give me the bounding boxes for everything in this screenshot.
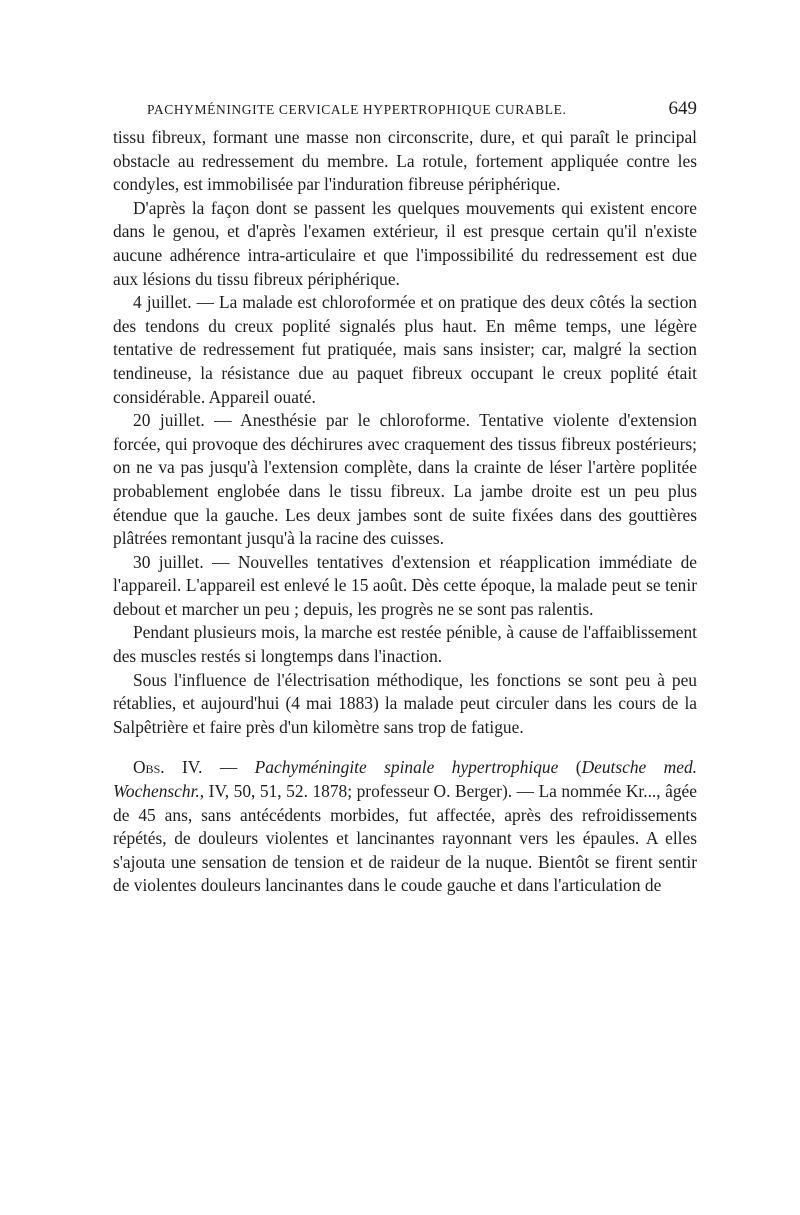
observation-reference: , IV, 50, 51, 52. 1878; professeur O. Berger). — xyxy=(199,781,539,802)
page-number: 649 xyxy=(668,98,697,119)
observation-title: Pachyméningite spinale hypertrophique xyxy=(254,757,559,778)
running-title: PACHYMÉNINGITE CERVICALE HYPERTROPHIQUE CURABLE. xyxy=(147,102,567,117)
observation-label: Obs. IV. xyxy=(133,757,203,778)
paragraph-20-juillet: 20 juillet. — Anesthésie par le chloroforme. Tentative violente d'extension forcée, qui provoque des déchirures avec craquement des tissus fibreux postérieurs; on ne va pas jusqu'à l'extension complète, dans la crainte de léser l'artère poplitée probablement englobée dans le tissu fibreux. La jambe droite est un peu plus étendue que la gauche. Les deux jambes sont de suite fixées dans des gouttières plâtrées remontant jusqu'à la racine des cuisses. xyxy=(113,410,697,549)
paragraph-4-juillet: 4 juillet. — La malade est chloroformée et on pratique des deux côtés la section des tendons du creux poplité signalés plus haut. En même temps, une légère tentative de redressement fut pratiquée, mais sans insister; car, malgré la section tendineuse, la résistance due au paquet fibreux occupant le creux poplité était considérable. Appareil ouaté. xyxy=(113,292,697,407)
paragraph-30-juillet: 30 juillet. — Nouvelles tentatives d'extension et réapplication immédiate de l'appareil. L'appareil est enlevé le 15 août. Dès cette époque, la malade peut se tenir debout et marcher un peu ; depuis, les progrès ne se sont pas ralentis. xyxy=(113,551,697,619)
observation-text: La nommée Kr..., âgée de 45 ans, sans antécédents morbides, fut affectée, après des refroidissements répétés, de douleurs violentes et lancinantes rayonnant vers les épaules. A elles s'ajouta une sensation de tension et de raideur de la nuque. Bientôt se firent sentir de violentes douleurs lancinantes dans le coude gauche et dans l'articulation de xyxy=(113,781,697,896)
book-page xyxy=(113,98,697,898)
paragraph-continuation: tissu fibreux, formant une masse non circonscrite, dure, et qui paraît le principal obstacle au redressement du membre. La rotule, fortement appliquée contre les condyles, est immobilisée par l'induration fibreuse périphérique. xyxy=(113,127,697,195)
observation-journal: Deutsche med. Wochenschr. xyxy=(113,757,698,802)
observation-dash: — xyxy=(202,757,255,778)
observation-paragraph xyxy=(113,756,697,898)
paragraph-examination: D'après la façon dont se passent les quelques mouvements qui existent encore dans le genou, et d'après l'examen extérieur, il est presque certain qu'il n'existe aucune adhérence intra-articulaire et que l'impossibilité du redressement est due aux lésions du tissu fibreux périphérique. xyxy=(113,197,697,289)
paragraph-marche: Pendant plusieurs mois, la marche est restée pénible, à cause de l'affaiblissement des muscles restés si longtemps dans l'inaction. xyxy=(113,622,697,667)
observation-ref-open: ( xyxy=(558,757,582,778)
running-head xyxy=(113,98,697,126)
paragraph-electrisation: Sous l'influence de l'électrisation méthodique, les fonctions se sont peu à peu rétablies, et aujourd'hui (4 mai 1883) la malade peut circuler dans les cours de la Salpêtrière et faire près d'un kilomètre sans trop de fatigue. xyxy=(113,669,697,737)
